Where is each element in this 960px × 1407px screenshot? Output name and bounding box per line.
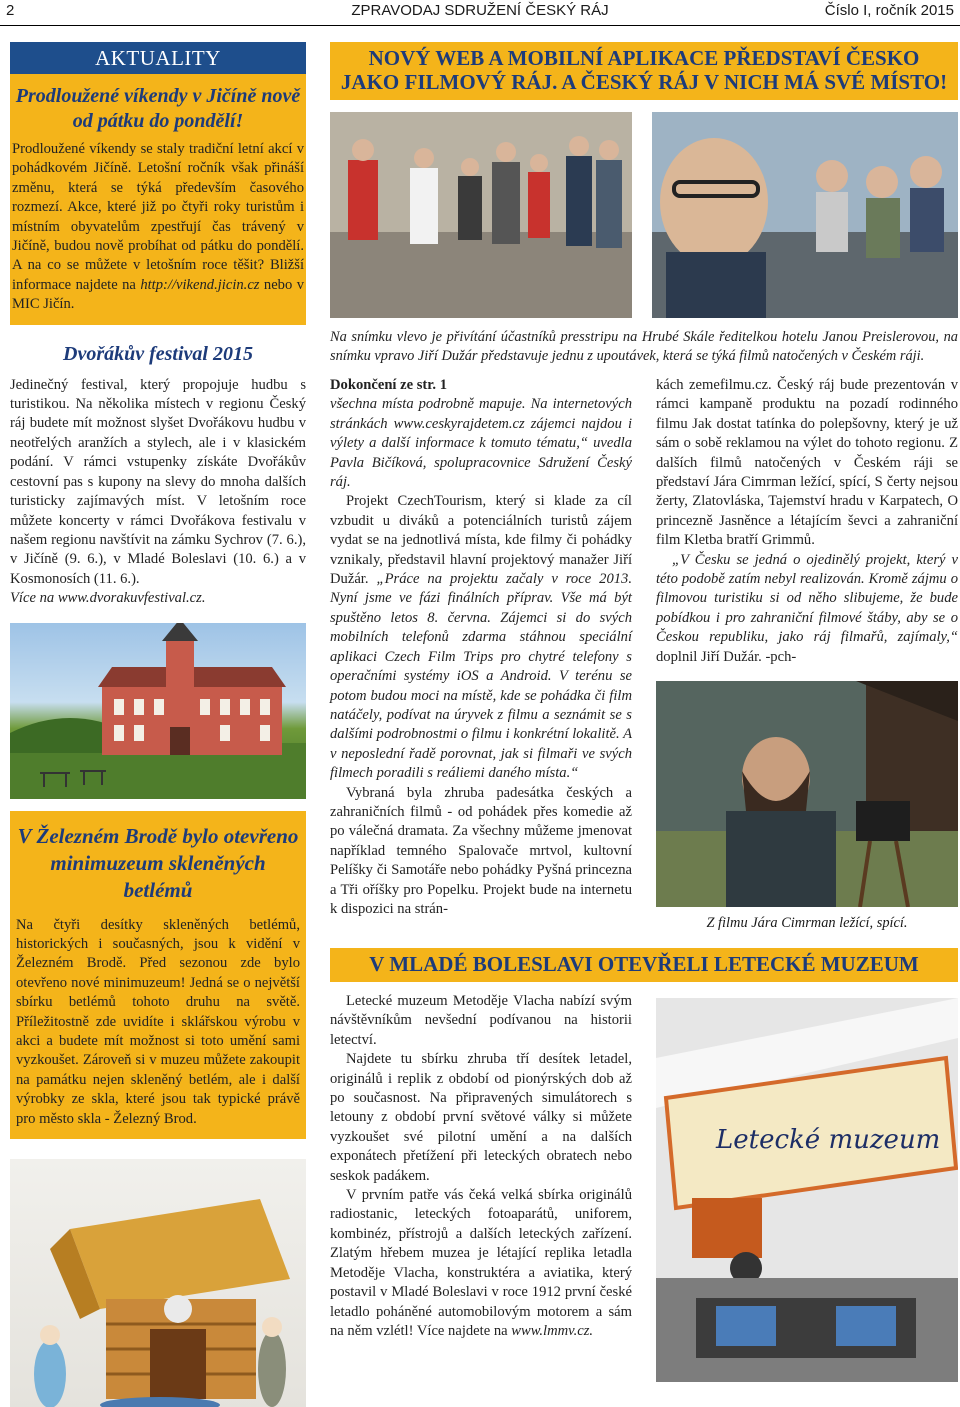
- issue-label: Číslo I, ročník 2015: [824, 2, 954, 19]
- news-box-betlemy: [10, 811, 306, 1139]
- article-body: Na čtyři desítky skleněných betlémů, historických i současných, jsou k vidění v Železném Brodě. Před sezonou zde bylo otevřeno nové minimuzeum! Jedná se o největší sbírku betlémů tohoto druhu na světě. Příležitostně zde uvidíte i sklářskou výrobu v akci a budete mít možnost si toto umění sami vyzkoušet. Zároveň si v muzeu můžete zakoupit na památku nejen skleněný betlém, ale i další výrobky ze skla, které jsou tak typické právě pro město skla - Železný Brod.: [16, 916, 300, 1127]
- photo-caption: Na snímku vlevo je přivítání účastníků presstripu na Hrubé Skále ředitelkou hotelu Janou Preislerovou, na snímku vpravo Jiří Dužár představuje jednu z upoutávek, která se týká filmů natočených v Českém ráji.: [330, 329, 958, 364]
- film-scene-illustration: [656, 681, 958, 907]
- plane-wing-text: Letecké muzeum: [716, 1125, 941, 1155]
- left-column: [10, 42, 306, 1407]
- duzar-photo: [652, 112, 958, 318]
- article-column-b: [656, 376, 958, 932]
- article-headline: Prodloužené víkendy v Jičíně nově od pátku do pondělí!: [15, 85, 301, 132]
- article-headline: V Železném Brodě bylo otevřeno minimuzeum skleněných betlémů: [17, 823, 299, 902]
- castle-photo: [10, 623, 306, 799]
- festival-link[interactable]: Více na www.dvorakuvfestival.cz.: [10, 590, 206, 607]
- paragraph: Vybraná byla zhruba padesátka českých a zahraničních filmů - od pohádek přes komedie až po válečná dramata. Za všechny můžeme jmenovat například temného Spalovače mrtvol, kultovní Pelíšky či Samotáře nebo pohádky Pyšná princezna a Tři oříšky pro Popelku. Projekt bude na internetu k dispozici na strán-: [330, 784, 632, 917]
- castle-illustration: [10, 623, 306, 799]
- article-headline-filmovy-raj: NOVÝ WEB A MOBILNÍ APLIKACE PŘEDSTAVÍ ČESKO JAKO FILMOVÝ RÁJ. A ČESKÝ RÁJ V NICH MÁ SVÉ MÍSTO!: [330, 42, 958, 100]
- link-vikend[interactable]: http://vikend.jicin.cz: [140, 276, 260, 293]
- museum-link[interactable]: www.lmmv.cz.: [511, 1322, 594, 1339]
- paragraph: V prvním patře vás čeká velká sbírka originálů radiostanic, leteckých fotoaparátů, uniforem, kombinéz, přístrojů a dalších leteckých zařízení. Zlatým hřebem muzea je létající replika letadla Metoděje Vlacha, konstruktéra a aviatika, který postavil v Mladé Boleslavi v roce 1912 první české letadlo poháněné automobilovým motorem a sám na něm vzlétl! Více najdete na www.lmmv.cz.: [330, 1187, 632, 1339]
- museum-text: [330, 992, 632, 1341]
- paragraph: Projekt CzechTourism, který si klade za cíl vzbudit u diváků a potenciálních turistů zájem vydat se na jednotlivá místa, kde filmy či pohádky vznikaly, představil hlavní projektový manažer Jiří Dužár. „Práce na projektu začaly v roce 2013. Nyní jsme ve fázi finálních příprav. Vše má být spuštěno letos 8. června. Zájemci si do svých mobilních telefonů zdarma stáhnou speciální aplikaci Czech Film Trips pro chytré telefony s operačními systémy iOS a Android. V terénu se potom budou moci na místě, kde se pohádka či film natáčely, podívat na úryvek z filmu a seznámit se s dalšími podrobnostmi o filmu i konkrétní lokalitě. A v neposlední řadě porovnat, jak si filmaři ve svých filmech poradili s reáliemi daného místa.“: [330, 493, 632, 782]
- page-number: 2: [6, 2, 15, 19]
- article-column-a: [330, 376, 632, 919]
- group-people-illustration: [330, 112, 632, 318]
- photo-row: [330, 112, 958, 318]
- article-body-festival: Jedinečný festival, který propojuje hudbu s turistikou. Na několika místech v regionu Český ráj budete mít možnost slyšet Dvořákovu hudbu v neotřelých aranžích a stylech, ale i v klasickém podání. V rámci vstupenky získáte Dvořákův cestovní pas s kupony na slevy do mnoha dalších turisticky zajímavých míst. V letošním roce můžete koncerty v rámci Dvořákova festivalu v našem regionu navštívit na zámku Sychrov (7. 6.), v Jičíně (9. 6.), v Mladé Boleslavi (10. 6.) a v Kosmonosích (11. 6.).: [10, 376, 306, 587]
- film-caption: Z filmu Jára Cimrman ležící, spící.: [706, 915, 908, 932]
- newsletter-title: ZPRAVODAJ SDRUŽENÍ ČESKÝ RÁJ: [351, 2, 609, 19]
- presenter-illustration: [652, 112, 958, 318]
- section-label: AKTUALITY: [10, 42, 306, 74]
- paragraph: Letecké muzeum Metoděje Vlacha nabízí svým návštěvníkům nevšední podívanou na historii letectví.: [330, 993, 632, 1048]
- nativity-illustration: [10, 1159, 306, 1407]
- article-columns: [330, 376, 958, 936]
- article-headline-muzeum: V MLADÉ BOLESLAVI OTEVŘELI LETECKÉ MUZEUM: [330, 948, 958, 982]
- page-header: [0, 0, 960, 26]
- paragraph: Najdete tu sbírku zhruba tří desítek letadel, originálů i replik z období od pionýrských dob až po současnost. Na připravených simulátorech s letouny z období první světové války si můžete vyzkoušet své pilotní umění a na dalších exponátech přetížení při leteckých obratech nebo seskok padákem.: [330, 1051, 632, 1184]
- article-body: Prodloužené víkendy se staly tradiční letní akcí v pohádkovém Jičíně. Letošní ročník však přináší změnu, která se týká především časového rozmezí. Akce, které již po čtyři roky turistům i místním obyvatelům zpestřují čas trávený v Jičíně, budou nově probíhat od pátku do pondělí. A na co se můžete v letošním roce těšit? Bližší informace najdete na http://vikend.jicin.cz nebo v MIC Jičín.: [12, 141, 304, 313]
- glass-nativity-photo: [10, 1159, 306, 1407]
- continued-note: Dokončení ze str. 1: [330, 377, 448, 393]
- museum-plane-photo: [656, 998, 958, 1382]
- film-still-photo: [656, 681, 958, 907]
- article-headline-festival: Dvořákův festival 2015: [63, 342, 253, 365]
- paragraph: kách zemefilmu.cz. Český ráj bude prezentován v rámci kampaně produktu na pozadí rodinného filmu Jak dostat tatínka do polepšovny, který je už sám o sobě reklamou na výlet do tohoto regionu. Z dalších filmů natočených v Českém ráji se představí Jára Cimrman ležící, spící, S čerty nejsou žerty, Zlatovláska, Tajemství hradu v Karpatech, O princezně Jasněnce a létajícím ševci a zahraniční film Kletba bratří Grimmů.: [656, 377, 958, 549]
- right-column: [330, 42, 958, 1372]
- paragraph: všechna místa podrobně mapuje. Na internetových stránkách www.ceskyrajdetem.cz zájemci najdou i výlety a další informace k tomuto tématu,“ uvedla Pavla Bičíková, spolupracovnice Sdružení Český ráj.: [330, 396, 632, 491]
- plane-illustration: [656, 998, 958, 1382]
- presstrip-photo: [330, 112, 632, 318]
- paragraph: „V Česku se jedná o ojedinělý projekt, který v této podobě zatím nebyl realizován. Kromě zájmu o filmovou turistiku si od něho slibujeme, že bude pobídkou i pro zahraniční filmové štáby, aby se o Českou republiku, jako ráj filmařů, zajímaly,“ doplnil Jiří Dužár. -pch-: [656, 551, 958, 665]
- news-box-vikendy: [10, 74, 306, 325]
- museum-article: [330, 992, 958, 1372]
